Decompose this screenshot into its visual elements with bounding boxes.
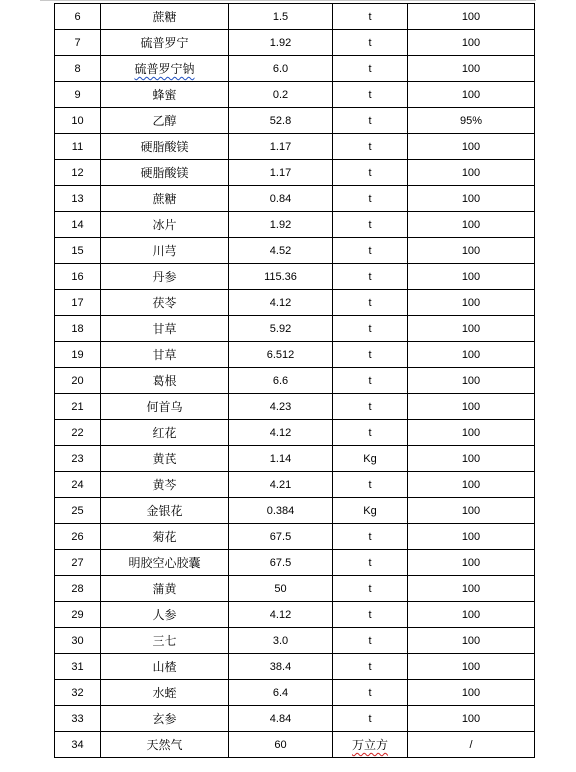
row-number: 34 [55,732,101,758]
quantity: 5.92 [229,316,333,342]
material-name [101,56,229,82]
purity: 100 [408,602,535,628]
material-name: 黄芩 [101,472,229,498]
unit: t [333,134,408,160]
table-row [55,264,535,290]
unit: t [333,550,408,576]
row-number: 16 [55,264,101,290]
unit: t [333,368,408,394]
quantity: 0.84 [229,186,333,212]
unit: t [333,420,408,446]
unit: t [333,238,408,264]
material-name: 天然气 [101,732,229,758]
unit: t [333,4,408,30]
table-row [55,706,535,732]
purity: 100 [408,706,535,732]
purity: 100 [408,524,535,550]
row-number: 10 [55,108,101,134]
table-row [55,472,535,498]
purity: 100 [408,316,535,342]
material-name: 硫普罗宁 [101,30,229,56]
table-row [55,602,535,628]
material-name: 黄芪 [101,446,229,472]
quantity: 67.5 [229,550,333,576]
row-number: 13 [55,186,101,212]
spellcheck-underlined-text: 万立方 [351,738,388,752]
unit: t [333,108,408,134]
purity: 100 [408,134,535,160]
quantity: 4.84 [229,706,333,732]
row-number: 27 [55,550,101,576]
table-row [55,420,535,446]
material-name: 人参 [101,602,229,628]
row-number: 18 [55,316,101,342]
table-row [55,524,535,550]
table-row [55,82,535,108]
purity: 100 [408,82,535,108]
unit: t [333,394,408,420]
table-row [55,290,535,316]
table-row [55,212,535,238]
material-name: 红花 [101,420,229,446]
table-row [55,108,535,134]
row-number: 23 [55,446,101,472]
row-number: 22 [55,420,101,446]
table-row [55,368,535,394]
quantity: 0.384 [229,498,333,524]
unit: t [333,160,408,186]
quantity: 1.14 [229,446,333,472]
table-row [55,654,535,680]
unit: t [333,212,408,238]
purity: 100 [408,420,535,446]
material-name: 硬脂酸镁 [101,160,229,186]
row-number: 24 [55,472,101,498]
row-number: 19 [55,342,101,368]
purity: 100 [408,498,535,524]
material-name: 金银花 [101,498,229,524]
unit: t [333,342,408,368]
quantity: 67.5 [229,524,333,550]
material-name: 蔗糖 [101,4,229,30]
unit [333,732,408,758]
unit: t [333,186,408,212]
table-row [55,628,535,654]
quantity: 1.5 [229,4,333,30]
material-name: 玄参 [101,706,229,732]
material-name: 三七 [101,628,229,654]
purity: 100 [408,550,535,576]
unit: t [333,576,408,602]
material-name: 川芎 [101,238,229,264]
row-number: 25 [55,498,101,524]
material-name: 蒲黄 [101,576,229,602]
unit: Kg [333,498,408,524]
row-number: 7 [55,30,101,56]
purity: 100 [408,472,535,498]
quantity: 1.92 [229,30,333,56]
row-number: 20 [55,368,101,394]
table-row [55,134,535,160]
row-number: 31 [55,654,101,680]
page-top-rule [40,0,536,1]
purity: 100 [408,342,535,368]
table-row [55,498,535,524]
quantity: 38.4 [229,654,333,680]
material-name: 蜂蜜 [101,82,229,108]
purity: 100 [408,446,535,472]
quantity: 4.12 [229,602,333,628]
quantity: 1.92 [229,212,333,238]
row-number: 11 [55,134,101,160]
table-row [55,56,535,82]
table-row [55,4,535,30]
row-number: 14 [55,212,101,238]
purity: 100 [408,576,535,602]
purity: / [408,732,535,758]
material-name: 葛根 [101,368,229,394]
material-name: 明胶空心胶囊 [101,550,229,576]
quantity: 52.8 [229,108,333,134]
purity: 100 [408,290,535,316]
table-row [55,446,535,472]
row-number: 8 [55,56,101,82]
spellcheck-underlined-text: 硫普罗宁钠 [134,62,195,76]
purity: 100 [408,654,535,680]
row-number: 15 [55,238,101,264]
purity: 95% [408,108,535,134]
quantity: 6.0 [229,56,333,82]
row-number: 26 [55,524,101,550]
row-number: 28 [55,576,101,602]
table-row [55,238,535,264]
unit: t [333,290,408,316]
row-number: 17 [55,290,101,316]
table-row [55,30,535,56]
row-number: 9 [55,82,101,108]
purity: 100 [408,186,535,212]
purity: 100 [408,264,535,290]
material-name: 水蛭 [101,680,229,706]
quantity: 50 [229,576,333,602]
quantity: 4.21 [229,472,333,498]
quantity: 6.6 [229,368,333,394]
purity: 100 [408,394,535,420]
unit: t [333,316,408,342]
quantity: 4.12 [229,290,333,316]
row-number: 32 [55,680,101,706]
unit: t [333,82,408,108]
table-row [55,576,535,602]
material-name: 甘草 [101,316,229,342]
row-number: 30 [55,628,101,654]
material-name: 硬脂酸镁 [101,134,229,160]
quantity: 0.2 [229,82,333,108]
table-body [55,4,535,758]
unit: t [333,264,408,290]
table-row [55,342,535,368]
purity: 100 [408,30,535,56]
purity: 100 [408,368,535,394]
material-name: 何首乌 [101,394,229,420]
material-name: 菊花 [101,524,229,550]
quantity: 1.17 [229,160,333,186]
quantity: 6.512 [229,342,333,368]
purity: 100 [408,238,535,264]
table-row [55,160,535,186]
material-name: 山楂 [101,654,229,680]
unit: t [333,628,408,654]
table-row [55,316,535,342]
unit: t [333,602,408,628]
unit: t [333,56,408,82]
quantity: 3.0 [229,628,333,654]
quantity: 115.36 [229,264,333,290]
quantity: 4.23 [229,394,333,420]
row-number: 33 [55,706,101,732]
unit: t [333,30,408,56]
material-name: 甘草 [101,342,229,368]
unit: t [333,706,408,732]
purity: 100 [408,4,535,30]
material-name: 冰片 [101,212,229,238]
table-row [55,186,535,212]
table-row [55,680,535,706]
row-number: 29 [55,602,101,628]
table-row [55,732,535,758]
unit: t [333,524,408,550]
unit: t [333,680,408,706]
table-row [55,550,535,576]
quantity: 60 [229,732,333,758]
row-number: 12 [55,160,101,186]
purity: 100 [408,628,535,654]
purity: 100 [408,212,535,238]
material-name: 茯苓 [101,290,229,316]
row-number: 6 [55,4,101,30]
row-number: 21 [55,394,101,420]
purity: 100 [408,680,535,706]
quantity: 6.4 [229,680,333,706]
unit: t [333,472,408,498]
purity: 100 [408,56,535,82]
purity: 100 [408,160,535,186]
quantity: 4.12 [229,420,333,446]
raw-materials-table [54,3,535,758]
quantity: 4.52 [229,238,333,264]
unit: Kg [333,446,408,472]
material-name: 丹参 [101,264,229,290]
material-name: 蔗糖 [101,186,229,212]
table-row [55,394,535,420]
material-name: 乙醇 [101,108,229,134]
quantity: 1.17 [229,134,333,160]
unit: t [333,654,408,680]
